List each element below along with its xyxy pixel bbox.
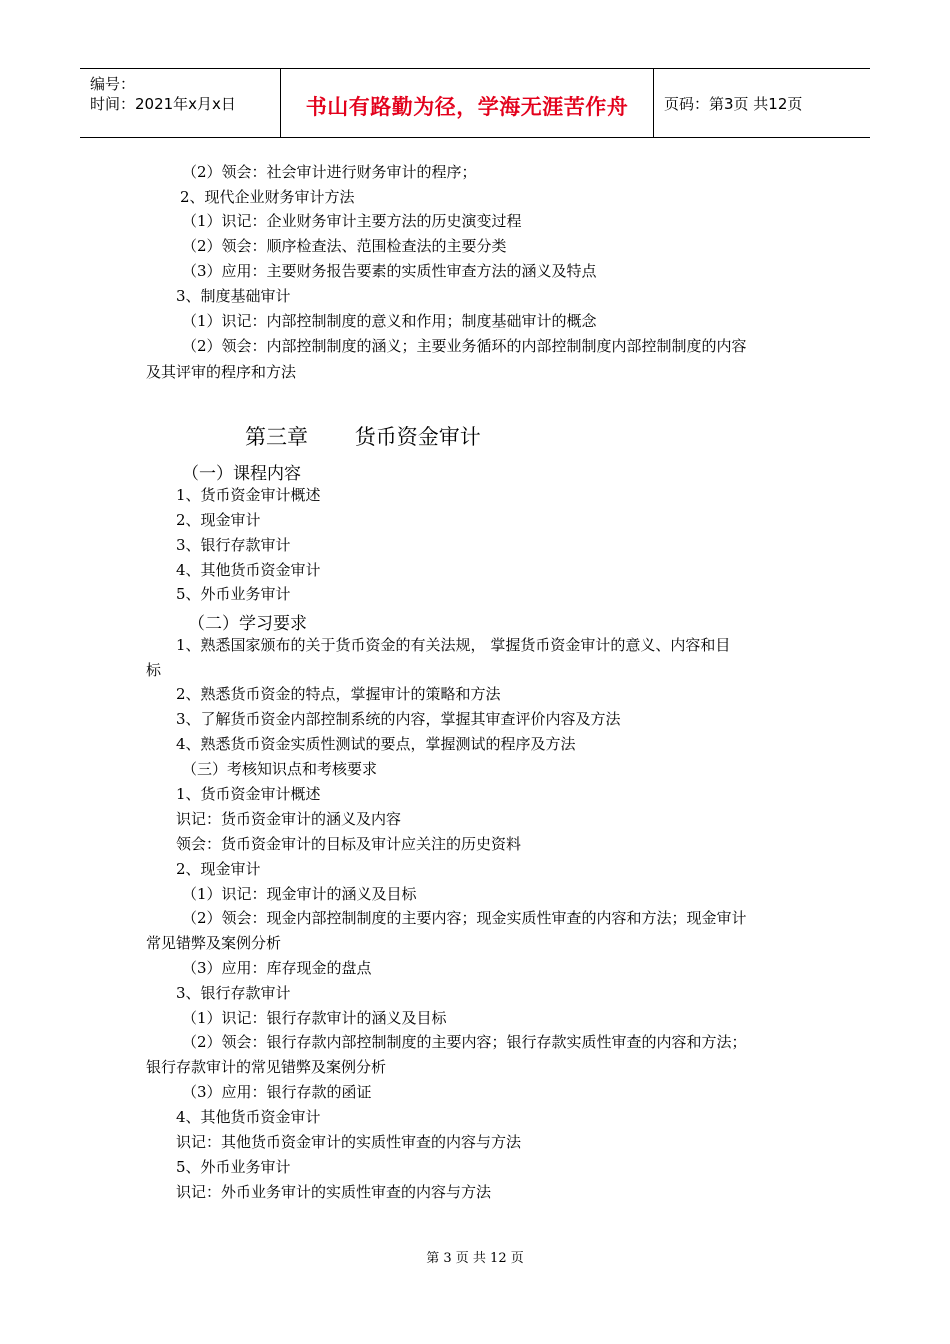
list-item: 1、货币资金审计概述 [176, 486, 321, 504]
list-item: 5、外币业务审计 [176, 585, 291, 603]
text-line: （2）领会：社会审计进行财务审计的程序； [182, 163, 477, 181]
text-line: （2）领会：顺序检查法、范围检查法的主要分类 [182, 237, 507, 255]
header-motto-cell [281, 69, 654, 137]
page-header [80, 68, 870, 138]
text-line: （2）领会：内部控制制度的涵义；主要业务循环的内部控制制度内部控制制度的内容 [182, 337, 747, 355]
header-page-cell [654, 69, 870, 137]
text-line: 4、熟悉货币资金实质性测试的要点，掌握测试的程序及方法 [176, 735, 576, 753]
text-line: （1）识记：现金审计的涵义及目标 [182, 885, 417, 903]
text-line: 2、熟悉货币资金的特点，掌握审计的策略和方法 [176, 685, 501, 703]
text-line: 银行存款审计的常见错弊及案例分析 [146, 1058, 387, 1076]
text-line: （三）考核知识点和考核要求 [182, 760, 378, 778]
text-line: 3、制度基础审计 [176, 287, 291, 305]
text-line: （2）领会：银行存款内部控制制度的主要内容；银行存款实质性审查的内容和方法； [182, 1033, 747, 1051]
text-line: 识记：外币业务审计的实质性审查的内容与方法 [176, 1183, 492, 1201]
text-line: （2）领会：现金内部控制制度的主要内容；现金实质性审查的内容和方法；现金审计 [182, 909, 747, 927]
document-code-label: 编号： [90, 75, 136, 93]
text-line: 5、外币业务审计 [176, 1158, 291, 1176]
text-line: 识记：货币资金审计的涵义及内容 [176, 810, 402, 828]
text-line: （3）应用：库存现金的盘点 [182, 959, 372, 977]
list-item: 2、现金审计 [176, 511, 261, 529]
header-page-number: 页码：第3页 共12页 [664, 95, 803, 113]
chapter-number: 第三章 [245, 425, 308, 449]
text-line: （1）识记：银行存款审计的涵义及目标 [182, 1009, 447, 1027]
text-line: 2、现代企业财务审计方法 [180, 188, 355, 206]
document-date-label: 时间：2021年x月x日 [90, 95, 236, 113]
chapter-heading [245, 421, 481, 451]
header-motto: 书山有路勤为径，学海无涯苦作舟 [305, 95, 629, 119]
text-line: 识记：其他货币资金审计的实质性审查的内容与方法 [176, 1133, 522, 1151]
text-line: 领会：货币资金审计的目标及审计应关注的历史资料 [176, 835, 522, 853]
text-line: 标 [146, 661, 162, 679]
header-left-cell [80, 69, 281, 137]
text-line: 3、银行存款审计 [176, 984, 291, 1002]
chapter-title: 货币资金审计 [354, 425, 481, 449]
page-footer: 第 3 页 共 12 页 [426, 1251, 524, 1266]
text-line: 3、了解货币资金内部控制系统的内容，掌握其审查评价内容及方法 [176, 710, 621, 728]
section-study-requirements: （二）学习要求 [188, 614, 307, 634]
text-line: 及其评审的程序和方法 [146, 363, 297, 381]
text-line: 1、熟悉国家颁布的关于货币资金的有关法规， 掌握货币资金审计的意义、内容和目 [176, 636, 731, 654]
text-line: 1、货币资金审计概述 [176, 785, 321, 803]
list-item: 3、银行存款审计 [176, 536, 291, 554]
text-line: （3）应用：主要财务报告要素的实质性审查方法的涵义及特点 [182, 262, 597, 280]
text-line: （3）应用：银行存款的函证 [182, 1083, 372, 1101]
text-line: （1）识记：内部控制制度的意义和作用；制度基础审计的概念 [182, 312, 597, 330]
text-line: 4、其他货币资金审计 [176, 1108, 321, 1126]
section-course-content: （一）课程内容 [182, 464, 301, 484]
text-line: 2、现金审计 [176, 860, 261, 878]
text-line: （1）识记：企业财务审计主要方法的历史演变过程 [182, 212, 522, 230]
list-item: 4、其他货币资金审计 [176, 561, 321, 579]
text-line: 常见错弊及案例分析 [146, 934, 282, 952]
